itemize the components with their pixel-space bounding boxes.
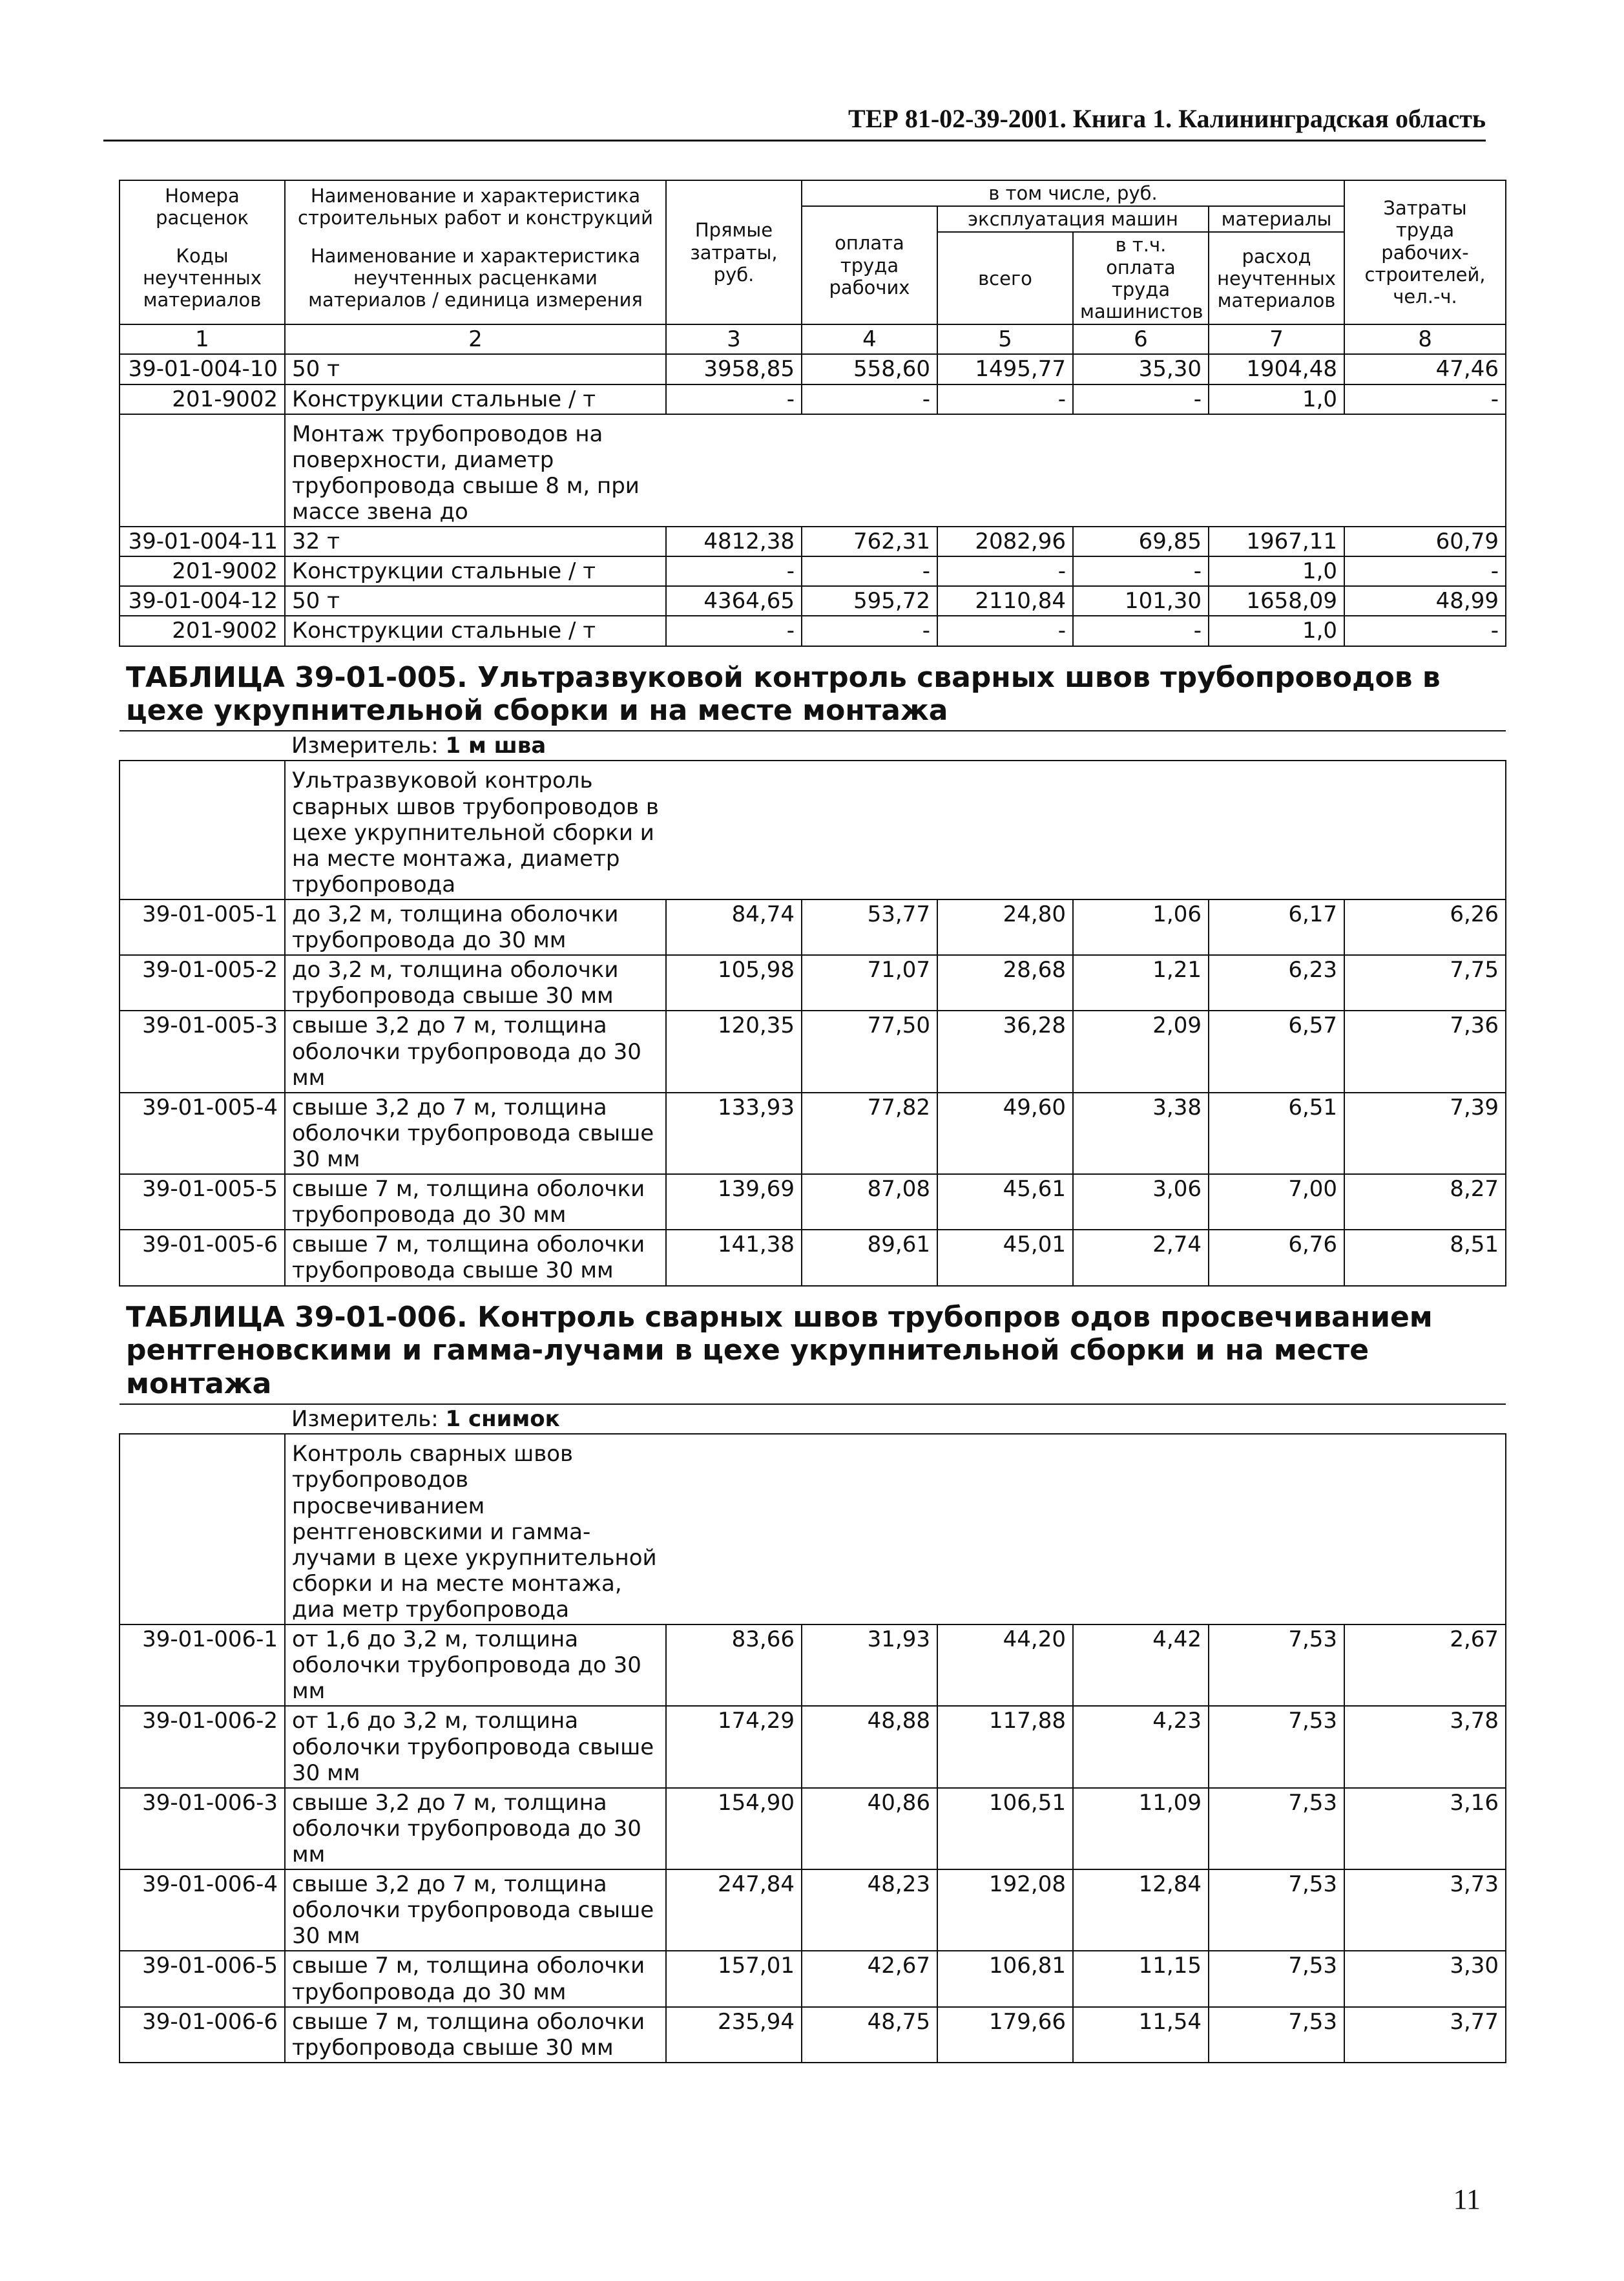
table-title: ТАБЛИЦА 39-01-005. Ультразвуковой контроль сварных швов трубопроводов в цехе укрупнительной сборки и на месте монтажа (120, 646, 1506, 731)
value-cell: 48,88 (802, 1706, 937, 1787)
value-cell: 1,21 (1073, 955, 1209, 1011)
rate-name: свыше 7 м, толщина оболочки трубопровода свыше 30 мм (285, 2007, 666, 2063)
rate-code: 201-9002 (120, 384, 285, 414)
rate-code: 39-01-004-10 (120, 354, 285, 384)
section-intro-text: Монтаж трубопроводов на поверхности, диаметр трубопровода свыше 8 м, при массе звена до (292, 421, 640, 525)
rate-code: 39-01-005-3 (120, 1011, 285, 1092)
value-cell: 7,00 (1209, 1174, 1344, 1230)
value-cell: 6,51 (1209, 1093, 1344, 1174)
rate-name: свыше 3,2 до 7 м, толщина оболочки трубопровода свыше 30 мм (285, 1869, 666, 1951)
value-cell: 3,77 (1344, 2007, 1506, 2063)
rate-name: 50 т (285, 354, 666, 384)
col-number: 5 (937, 324, 1073, 354)
value-cell: 53,77 (802, 899, 937, 955)
value-cell: 2,74 (1073, 1230, 1209, 1285)
table-row (120, 1951, 1506, 2006)
value-cell: 69,85 (1073, 527, 1209, 556)
value-cell: 6,26 (1344, 899, 1506, 955)
rate-name: свыше 7 м, толщина оболочки трубопровода до 30 мм (285, 1174, 666, 1230)
value-cell: 117,88 (937, 1706, 1073, 1787)
measure-value: 1 м шва (445, 733, 547, 759)
value-cell: 3958,85 (666, 354, 802, 384)
table-row (120, 1869, 1506, 1951)
value-cell: - (1073, 556, 1209, 586)
value-cell: 558,60 (802, 354, 937, 384)
value-cell: - (1073, 384, 1209, 414)
value-cell: 1,06 (1073, 899, 1209, 955)
value-cell: 1904,48 (1209, 354, 1344, 384)
section-intro (285, 1434, 1506, 1624)
value-cell: 3,16 (1344, 1788, 1506, 1869)
value-cell: 157,01 (666, 1951, 802, 2006)
value-cell: 6,17 (1209, 899, 1344, 955)
value-cell: 133,93 (666, 1093, 802, 1174)
value-cell: 1967,11 (1209, 527, 1344, 556)
table-row (120, 556, 1506, 586)
table-row (120, 899, 1506, 955)
value-cell: 3,30 (1344, 1951, 1506, 2006)
value-cell: 3,73 (1344, 1869, 1506, 1951)
value-cell: 48,23 (802, 1869, 937, 1951)
section-intro-text: Ультразвуковой контроль сварных швов трубопроводов в цехе укрупнительной сборки и на месте монтажа, диаметр трубопровода (292, 768, 659, 898)
rate-code: 201-9002 (120, 556, 285, 586)
table-row (120, 1230, 1506, 1285)
measure-unit (285, 731, 1506, 761)
table-row (120, 527, 1506, 556)
empty-cell (120, 1404, 285, 1434)
rate-name: свыше 7 м, толщина оболочки трубопровода до 30 мм (285, 1951, 666, 2006)
value-cell: 89,61 (802, 1230, 937, 1285)
table-row (120, 616, 1506, 646)
value-cell: 45,01 (937, 1230, 1073, 1285)
col-number: 6 (1073, 324, 1209, 354)
table-row (120, 955, 1506, 1011)
value-cell: 7,53 (1209, 1951, 1344, 2006)
value-cell: 174,29 (666, 1706, 802, 1787)
value-cell: 595,72 (802, 586, 937, 616)
table-title-row (120, 646, 1506, 731)
col-materials-use-header: расход неучтенных материалов (1209, 232, 1344, 324)
col-number: 2 (285, 324, 666, 354)
rate-name: свыше 3,2 до 7 м, толщина оболочки трубопровода до 30 мм (285, 1011, 666, 1092)
measure-label: Измеритель: (291, 1406, 439, 1433)
value-cell: 247,84 (666, 1869, 802, 1951)
rate-name: до 3,2 м, толщина оболочки трубопровода свыше 30 мм (285, 955, 666, 1011)
table-title-row (120, 1286, 1506, 1405)
section-intro-row (120, 761, 1506, 899)
value-cell: 44,20 (937, 1624, 1073, 1706)
value-cell: 3,38 (1073, 1093, 1209, 1174)
section-intro-row (120, 414, 1506, 527)
table-row (120, 1093, 1506, 1174)
table-row (120, 1011, 1506, 1092)
rate-name: от 1,6 до 3,2 м, толщина оболочки трубопровода свыше 30 мм (285, 1706, 666, 1787)
table-row (120, 2007, 1506, 2063)
value-cell: 141,38 (666, 1230, 802, 1285)
value-cell: 28,68 (937, 955, 1073, 1011)
value-cell: 8,51 (1344, 1230, 1506, 1285)
value-cell: 120,35 (666, 1011, 802, 1092)
value-cell: 105,98 (666, 955, 802, 1011)
column-number-row (120, 324, 1506, 354)
measure-label: Измеритель: (291, 733, 439, 759)
col-number: 4 (802, 324, 937, 354)
value-cell: 40,86 (802, 1788, 937, 1869)
value-cell: - (802, 384, 937, 414)
value-cell: 6,76 (1209, 1230, 1344, 1285)
rate-code: 39-01-005-6 (120, 1230, 285, 1285)
value-cell: - (1344, 384, 1506, 414)
col-machines-total-header: всего (937, 232, 1073, 324)
col-operators-header: в т.ч. оплата труда машинистов (1073, 232, 1209, 324)
value-cell: 7,53 (1209, 1706, 1344, 1787)
col-number: 7 (1209, 324, 1344, 354)
measure-unit (285, 1404, 1506, 1434)
rate-name: 50 т (285, 586, 666, 616)
document-title: ТЕР 81-02-39-2001. Книга 1. Калининградская область (848, 104, 1486, 133)
table-row (120, 586, 1506, 616)
rate-name: свыше 3,2 до 7 м, толщина оболочки трубопровода до 30 мм (285, 1788, 666, 1869)
rate-code: 201-9002 (120, 616, 285, 646)
value-cell: 4,42 (1073, 1624, 1209, 1706)
value-cell: 60,79 (1344, 527, 1506, 556)
section-intro (285, 414, 1506, 527)
value-cell: 106,81 (937, 1951, 1073, 2006)
col-code-header: Номера расценок (120, 180, 285, 232)
page-number: 11 (1453, 2183, 1481, 2215)
empty-cell (120, 414, 285, 527)
rate-name: Конструкции стальные / т (285, 616, 666, 646)
rate-name: до 3,2 м, толщина оболочки трубопровода до 30 мм (285, 899, 666, 955)
value-cell: 8,27 (1344, 1174, 1506, 1230)
value-cell: 7,75 (1344, 955, 1506, 1011)
value-cell: 42,67 (802, 1951, 937, 2006)
col-code-sub-header: Коды неучтенных материалов (120, 232, 285, 324)
table-row (120, 384, 1506, 414)
col-machines-header: эксплуатация машин (937, 206, 1209, 232)
value-cell: 6,57 (1209, 1011, 1344, 1092)
value-cell: 762,31 (802, 527, 937, 556)
table-row (120, 1788, 1506, 1869)
value-cell: 1,0 (1209, 384, 1344, 414)
rate-code: 39-01-004-12 (120, 586, 285, 616)
value-cell: 77,82 (802, 1093, 937, 1174)
rate-name: Конструкции стальные / т (285, 556, 666, 586)
value-cell: 1,0 (1209, 556, 1344, 586)
value-cell: 3,78 (1344, 1706, 1506, 1787)
value-cell: 84,74 (666, 899, 802, 955)
value-cell: 139,69 (666, 1174, 802, 1230)
value-cell: 4364,65 (666, 586, 802, 616)
value-cell: 31,93 (802, 1624, 937, 1706)
rate-code: 39-01-005-4 (120, 1093, 285, 1174)
value-cell: - (937, 616, 1073, 646)
empty-cell (120, 761, 285, 899)
value-cell: - (1344, 556, 1506, 586)
value-cell: 35,30 (1073, 354, 1209, 384)
col-group-header: в том числе, руб. (802, 180, 1344, 206)
value-cell: 7,53 (1209, 1869, 1344, 1951)
value-cell: 1,0 (1209, 616, 1344, 646)
rate-code: 39-01-006-3 (120, 1788, 285, 1869)
value-cell: - (666, 616, 802, 646)
rate-code: 39-01-006-1 (120, 1624, 285, 1706)
value-cell: 7,39 (1344, 1093, 1506, 1174)
value-cell: - (666, 384, 802, 414)
value-cell: 12,84 (1073, 1869, 1209, 1951)
table-title: ТАБЛИЦА 39-01-006. Контроль сварных швов трубопров одов просвечиванием рентгеновскими и гамма-лучами в цехе укрупнительной сборки и на месте монтажа (120, 1286, 1506, 1405)
value-cell: 71,07 (802, 955, 937, 1011)
rate-code: 39-01-005-2 (120, 955, 285, 1011)
empty-cell (120, 1434, 285, 1624)
value-cell: - (1344, 616, 1506, 646)
value-cell: - (802, 616, 937, 646)
col-direct-costs-header: Прямые затраты, руб. (666, 180, 802, 324)
rate-code: 39-01-006-2 (120, 1706, 285, 1787)
rate-code: 39-01-006-6 (120, 2007, 285, 2063)
rate-name: свыше 7 м, толщина оболочки трубопровода свыше 30 мм (285, 1230, 666, 1285)
col-name-sub-header: Наименование и характеристика неучтенных расценками материалов / единица измерения (285, 232, 666, 324)
value-cell: - (802, 556, 937, 586)
value-cell: 192,08 (937, 1869, 1073, 1951)
value-cell: 45,61 (937, 1174, 1073, 1230)
rate-code: 39-01-005-5 (120, 1174, 285, 1230)
col-number: 8 (1344, 324, 1506, 354)
section-intro-text: Контроль сварных швов трубопроводов просвечиванием рентгеновскими и гамма-лучами в цехе укрупнительной сборки и на месте монтажа, диа метр трубопровода (292, 1441, 657, 1623)
value-cell: 106,51 (937, 1788, 1073, 1869)
section-intro (285, 761, 1506, 899)
rate-name: свыше 3,2 до 7 м, толщина оболочки трубопровода свыше 30 мм (285, 1093, 666, 1174)
rate-code: 39-01-004-11 (120, 527, 285, 556)
rate-name: от 1,6 до 3,2 м, толщина оболочки трубопровода до 30 мм (285, 1624, 666, 1706)
value-cell: 235,94 (666, 2007, 802, 2063)
table-row (120, 1706, 1506, 1787)
value-cell: 7,53 (1209, 1788, 1344, 1869)
value-cell: 36,28 (937, 1011, 1073, 1092)
value-cell: 87,08 (802, 1174, 937, 1230)
value-cell: 83,66 (666, 1624, 802, 1706)
col-wages-header: оплата труда рабочих (802, 206, 937, 324)
value-cell: 48,99 (1344, 586, 1506, 616)
rate-name: Конструкции стальные / т (285, 384, 666, 414)
col-materials-header: материалы (1209, 206, 1344, 232)
value-cell: 4,23 (1073, 1706, 1209, 1787)
measure-value: 1 снимок (445, 1406, 560, 1433)
value-cell: 179,66 (937, 2007, 1073, 2063)
col-number: 1 (120, 324, 285, 354)
value-cell: 7,53 (1209, 2007, 1344, 2063)
value-cell: 2082,96 (937, 527, 1073, 556)
measure-row (120, 1404, 1506, 1434)
rate-code: 39-01-005-1 (120, 899, 285, 955)
rate-name: 32 т (285, 527, 666, 556)
value-cell: - (937, 556, 1073, 586)
value-cell: 1495,77 (937, 354, 1073, 384)
value-cell: 3,06 (1073, 1174, 1209, 1230)
value-cell: 48,75 (802, 2007, 937, 2063)
rate-code: 39-01-006-4 (120, 1869, 285, 1951)
rate-code: 39-01-006-5 (120, 1951, 285, 2006)
value-cell: 77,50 (802, 1011, 937, 1092)
measure-row (120, 731, 1506, 761)
value-cell: 7,36 (1344, 1011, 1506, 1092)
col-name-header: Наименование и характеристика строительных работ и конструкций (285, 180, 666, 232)
price-table (119, 180, 1506, 2063)
value-cell: 49,60 (937, 1093, 1073, 1174)
value-cell: 2,09 (1073, 1011, 1209, 1092)
value-cell: 11,09 (1073, 1788, 1209, 1869)
value-cell: 101,30 (1073, 586, 1209, 616)
table-row (120, 354, 1506, 384)
section-intro-row (120, 1434, 1506, 1624)
header-row-1 (120, 180, 1506, 206)
value-cell: 4812,38 (666, 527, 802, 556)
page-header (103, 103, 1486, 142)
value-cell: - (937, 384, 1073, 414)
value-cell: 6,23 (1209, 955, 1344, 1011)
value-cell: 11,15 (1073, 1951, 1209, 2006)
value-cell: 24,80 (937, 899, 1073, 955)
table-row (120, 1174, 1506, 1230)
value-cell: - (666, 556, 802, 586)
col-labor-header: Затраты труда рабочих-строителей, чел.-ч. (1344, 180, 1506, 324)
value-cell: 11,54 (1073, 2007, 1209, 2063)
table-row (120, 1624, 1506, 1706)
value-cell: - (1073, 616, 1209, 646)
value-cell: 154,90 (666, 1788, 802, 1869)
value-cell: 2110,84 (937, 586, 1073, 616)
value-cell: 1658,09 (1209, 586, 1344, 616)
empty-cell (120, 731, 285, 761)
value-cell: 47,46 (1344, 354, 1506, 384)
col-number: 3 (666, 324, 802, 354)
value-cell: 2,67 (1344, 1624, 1506, 1706)
value-cell: 7,53 (1209, 1624, 1344, 1706)
